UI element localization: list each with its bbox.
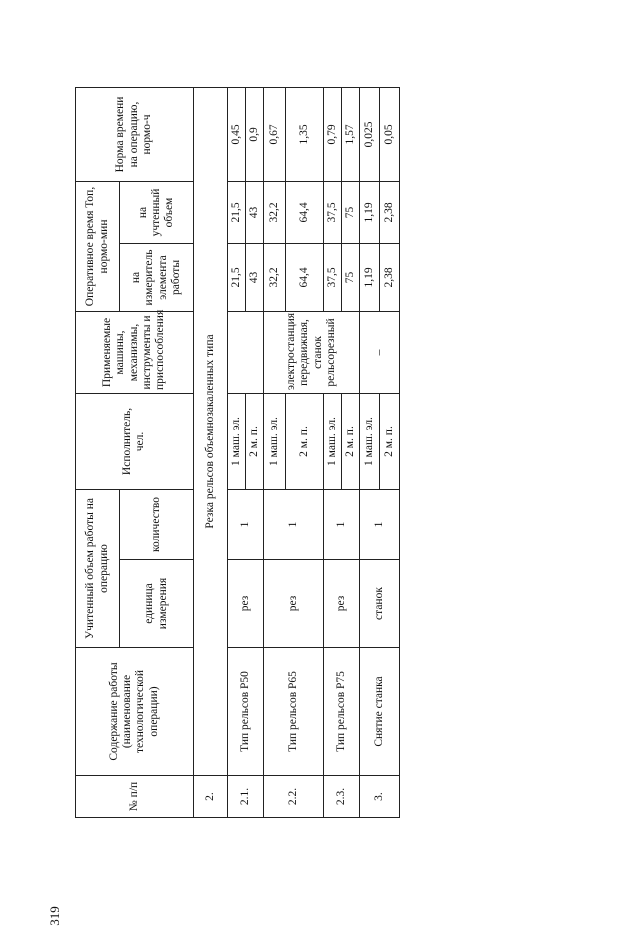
row-time-meter: 2,38	[379, 243, 399, 311]
header-optime: Оперативное время Топ, нормо-мин	[76, 181, 120, 311]
row-machines-empty	[228, 311, 264, 393]
header-performer: Исполнитель, чел.	[76, 393, 194, 489]
table-row	[323, 87, 341, 817]
row-qty: 1	[359, 490, 399, 560]
row-time-volume: 21,5	[228, 181, 246, 243]
norms-table	[75, 87, 400, 818]
row-norm: 0,05	[379, 87, 399, 181]
row-performer: 2 м. п.	[286, 393, 324, 489]
row-norm: 0,025	[359, 87, 379, 181]
row-time-volume: 75	[341, 181, 359, 243]
table-row	[359, 87, 379, 817]
row-content: Тип рельсов Р75	[323, 648, 359, 776]
header-volume: Учитенный объем работы на операцию	[76, 490, 120, 648]
row-performer: 1 маш. эл.	[323, 393, 341, 489]
row-num: 2.2.	[264, 776, 324, 818]
section-row	[193, 87, 227, 817]
row-performer: 1 маш. эл.	[359, 393, 379, 489]
row-performer: 1 маш. эл.	[228, 393, 246, 489]
row-content: Тип рельсов Р50	[228, 648, 264, 776]
row-norm: 0,79	[323, 87, 341, 181]
row-performer: 2 м. п.	[246, 393, 264, 489]
row-qty: 1	[323, 490, 359, 560]
row-time-volume: 37,5	[323, 181, 341, 243]
row-norm: 0,45	[228, 87, 246, 181]
row-machines-dash: –	[359, 311, 399, 393]
section-num: 2.	[193, 776, 227, 818]
header-norm: Норма времени на операцию, нормо-ч	[76, 87, 194, 181]
row-time-meter: 32,2	[264, 243, 286, 311]
row-performer: 1 маш. эл.	[264, 393, 286, 489]
header-per-meter: на измеритель элемента работы	[120, 243, 193, 311]
header-qty: количество	[120, 490, 193, 560]
row-performer: 2 м. п.	[341, 393, 359, 489]
row-norm: 0,9	[246, 87, 264, 181]
row-qty: 1	[264, 490, 324, 560]
page-number: 319	[46, 906, 62, 926]
row-time-volume: 64,4	[286, 181, 324, 243]
row-qty: 1	[228, 490, 264, 560]
row-time-meter: 75	[341, 243, 359, 311]
row-num: 2.1.	[228, 776, 264, 818]
page-number-wrap	[0, 446, 62, 926]
header-unit: единица измерения	[120, 560, 193, 648]
row-norm: 1,57	[341, 87, 359, 181]
header-content: Содержание работы (наименование технологической операции)	[76, 648, 194, 776]
header-row-1	[76, 87, 120, 817]
header-per-volume: на учтенный объем	[120, 181, 193, 243]
section-title: Резка рельсов объемнозакаленных типа	[193, 87, 227, 775]
row-unit: рез	[323, 560, 359, 648]
row-time-volume: 32,2	[264, 181, 286, 243]
row-num: 2.3.	[323, 776, 359, 818]
row-time-meter: 64,4	[286, 243, 324, 311]
row-performer: 2 м. п.	[379, 393, 399, 489]
row-machines: электростанция передвижная, станок рельсорезный	[264, 311, 360, 393]
row-num: 3.	[359, 776, 399, 818]
row-norm: 1,35	[286, 87, 324, 181]
row-time-meter: 1,19	[359, 243, 379, 311]
header-machines: Применяемые машины, механизмы, инструменты и приспособления	[76, 311, 194, 393]
row-unit: станок	[359, 560, 399, 648]
table-row	[264, 87, 286, 817]
row-unit: рез	[228, 560, 264, 648]
row-time-volume: 2,38	[379, 181, 399, 243]
row-content: Снятие станка	[359, 648, 399, 776]
row-time-meter: 21,5	[228, 243, 246, 311]
header-num: № п/п	[76, 776, 194, 818]
row-time-volume: 1,19	[359, 181, 379, 243]
row-time-meter: 43	[246, 243, 264, 311]
row-norm: 0,67	[264, 87, 286, 181]
row-time-volume: 43	[246, 181, 264, 243]
row-time-meter: 37,5	[323, 243, 341, 311]
rotated-table-wrap	[75, 88, 400, 818]
row-content: Тип рельсов Р65	[264, 648, 324, 776]
row-unit: рез	[264, 560, 324, 648]
table-row	[228, 87, 246, 817]
